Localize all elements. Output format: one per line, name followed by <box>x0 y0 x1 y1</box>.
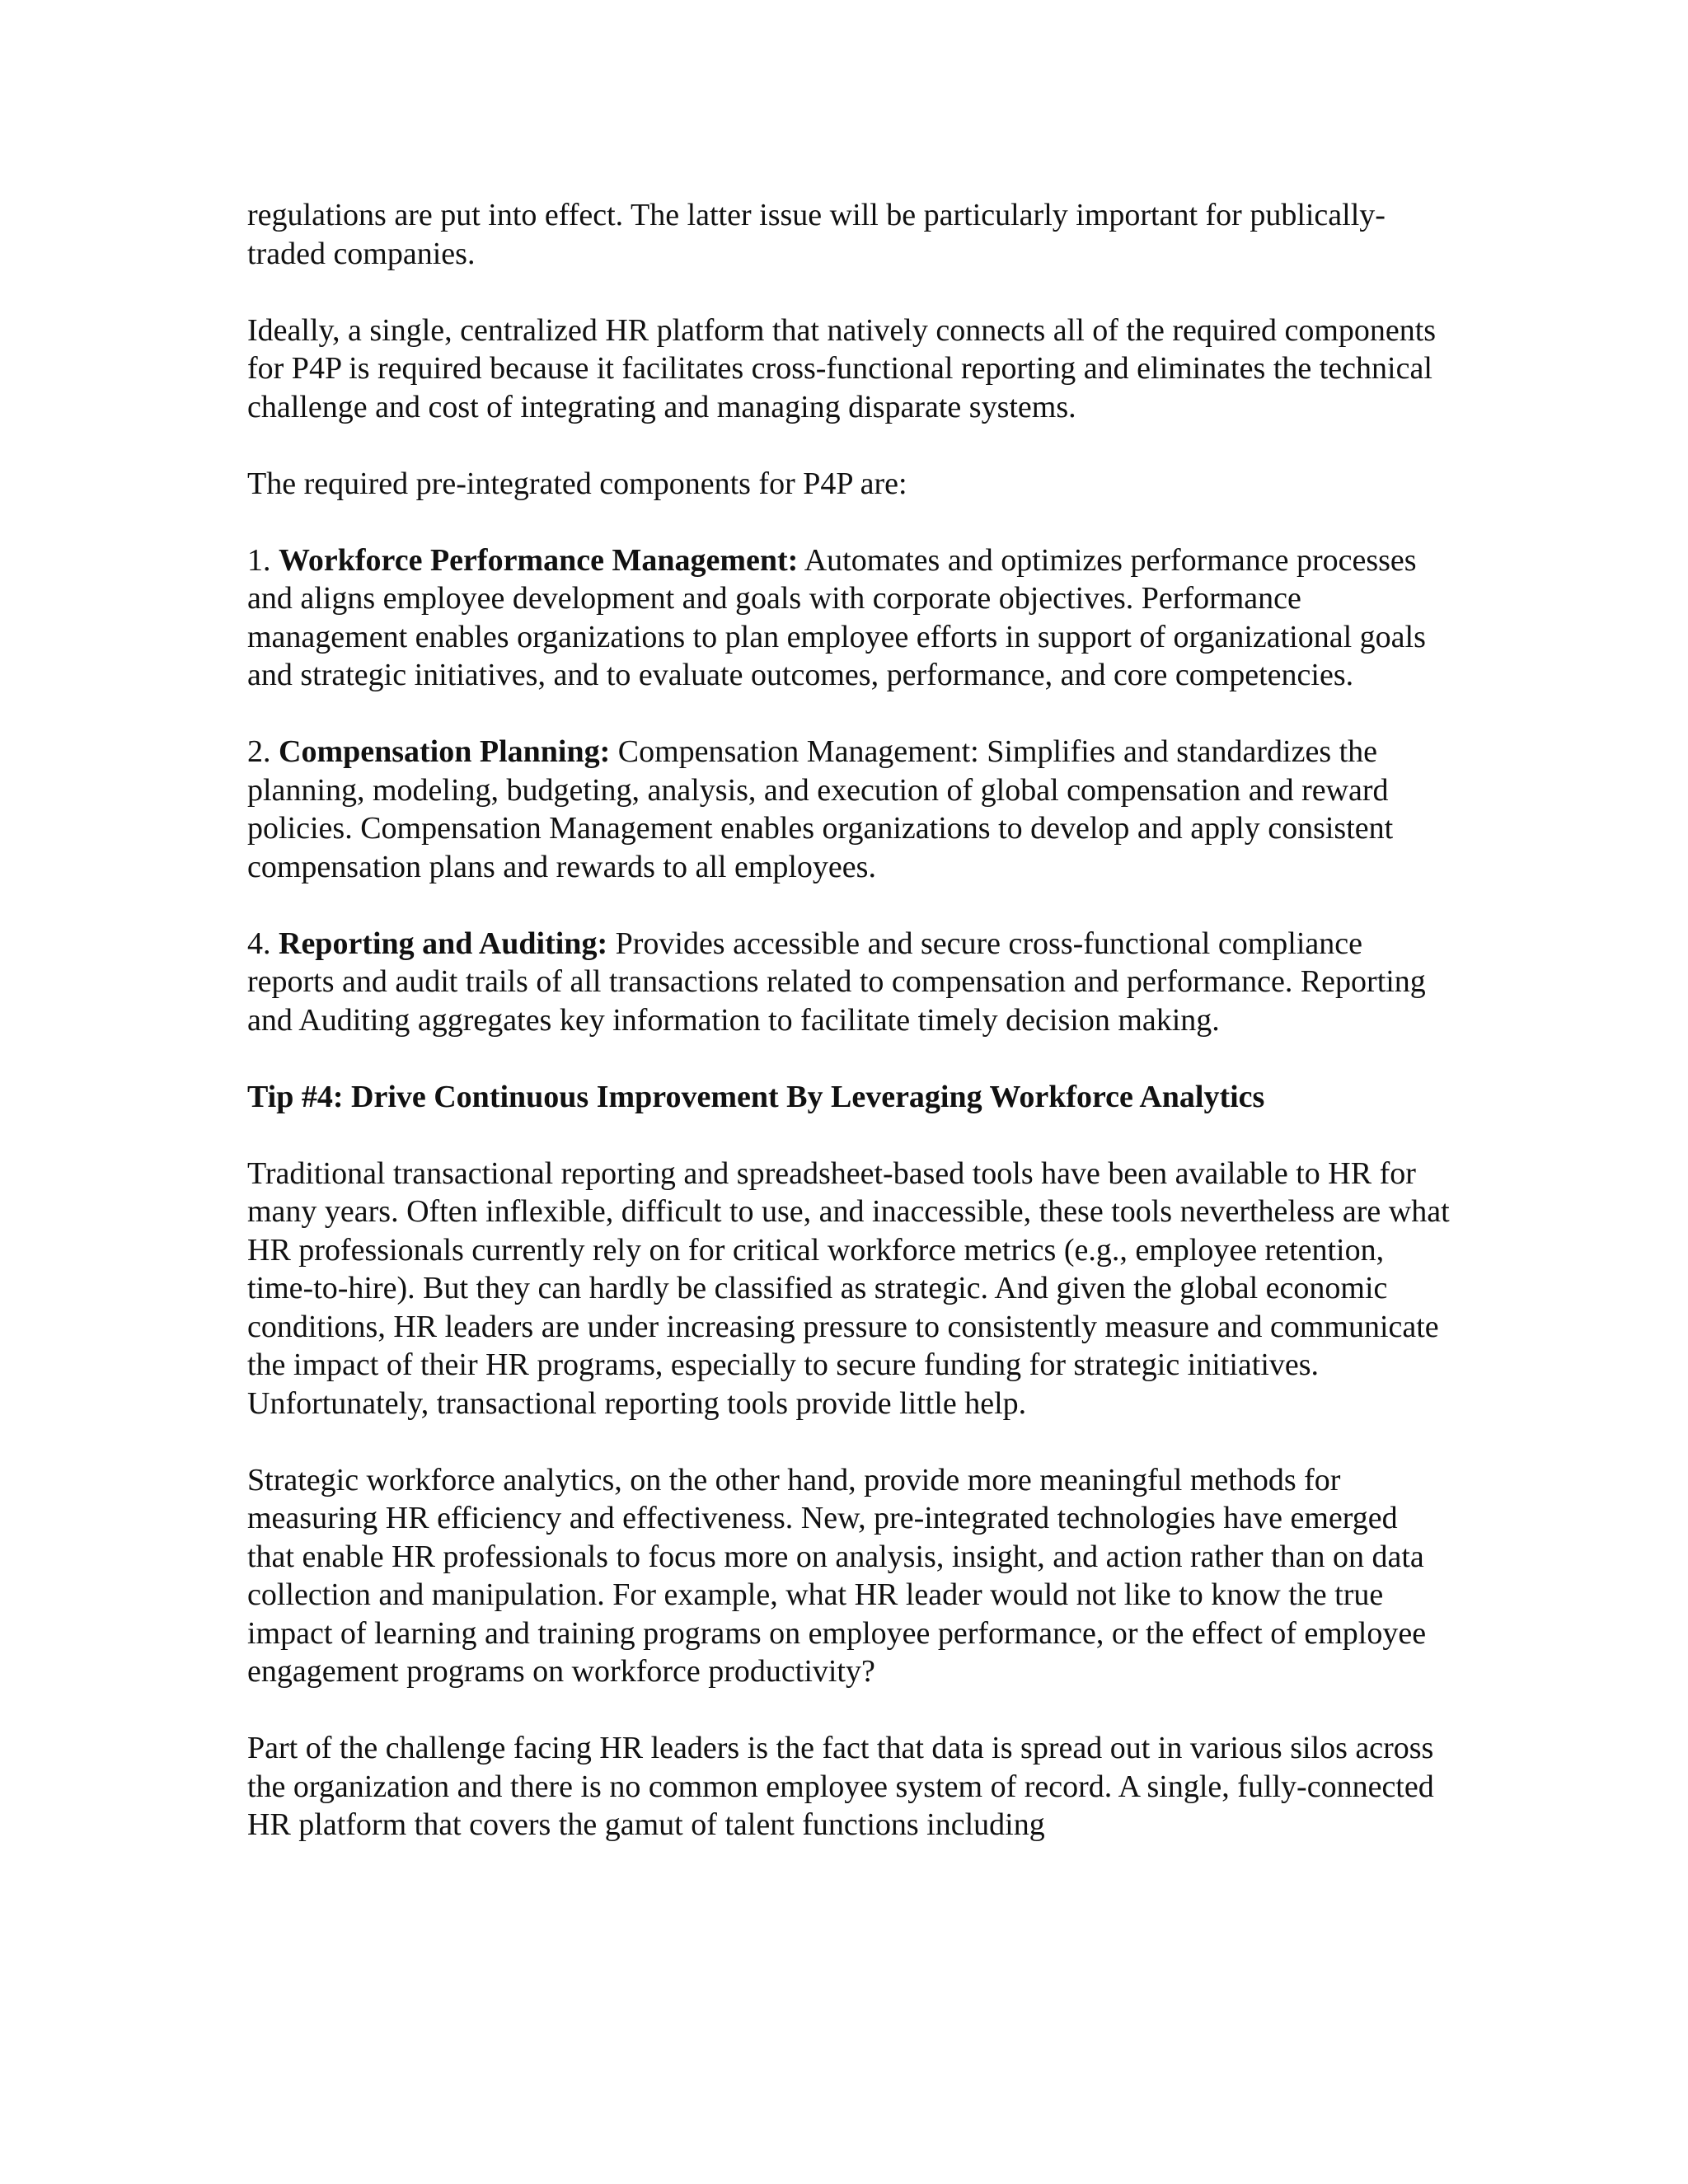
item-text: Compensation Management: Simplifies and standardizes the planning, modeling, budgeting, analysis, and execution of global compensation and reward policies. Compensation Management enables organizations to develop and apply consistent compensation plans and rewards to all employees. <box>247 734 1394 884</box>
item-term: Reporting and Auditing: <box>279 926 608 961</box>
paragraph-traditional-reporting: Traditional transactional reporting and spreadsheet-based tools have been available to HR for many years. Often inflexible, difficult to use, and inaccessible, these tools nevertheless are what HR professionals currently rely on for critical workforce metrics (e.g., employee retention, time-to-hire). But they can hardly be classified as strategic. And given the global economic conditions, HR leaders are under increasing pressure to consistently measure and communicate the impact of their HR programs, especially to secure funding for strategic initiatives. Unfortunately, transactional reporting tools provide little help. <box>247 1155 1450 1421</box>
paragraph-regulations: regulations are put into effect. The latter issue will be particularly important for publically-traded companies. <box>247 198 1386 271</box>
item-number: 2. <box>247 734 279 769</box>
document-page <box>247 196 1451 1882</box>
item-text: Automates and optimizes performance processes and aligns employee development and goals with corporate objectives. Performance management enables organizations to plan employee efforts in support of organizational goals and strategic initiatives, and to evaluate outcomes, performance, and core competencies. <box>247 542 1426 692</box>
tip-heading: Tip #4: Drive Continuous Improvement By Leveraging Workforce Analytics <box>247 1079 1265 1114</box>
list-item-performance-management <box>247 541 1451 695</box>
list-item-compensation-planning <box>247 733 1451 886</box>
item-term: Workforce Performance Management: <box>279 542 799 578</box>
item-number: 1. <box>247 542 279 578</box>
paragraph-challenge: Part of the challenge facing HR leaders is the fact that data is spread out in various silos across the organization and there is no common employee system of record. A single, fully-connected HR platform that covers the gamut of talent functions including <box>247 1731 1434 1842</box>
paragraph-strategic-analytics: Strategic workforce analytics, on the other hand, provide more meaningful methods for measuring HR efficiency and effectiveness. New, pre-integrated technologies have emerged that enable HR professionals to focus more on analysis, insight, and action rather than on data collection and manipulation. For example, what HR leader would not like to know the true impact of learning and training programs on employee performance, or the effect of employee engagement programs on workforce productivity? <box>247 1462 1427 1689</box>
list-item-reporting-auditing <box>247 925 1451 1040</box>
paragraph-centralized-platform: Ideally, a single, centralized HR platform that natively connects all of the required components for P4P is required because it facilitates cross-functional reporting and eliminates the technical challenge and cost of integrating and managing disparate systems. <box>247 312 1437 424</box>
item-term: Compensation Planning: <box>279 734 611 769</box>
item-number: 4. <box>247 926 279 961</box>
paragraph-components-intro: The required pre-integrated components for P4P are: <box>247 466 907 501</box>
item-text: Provides accessible and secure cross-functional compliance reports and audit trails of all transactions related to compensation and performance. Reporting and Auditing aggregates key information to facilitate timely decision making. <box>247 926 1426 1038</box>
